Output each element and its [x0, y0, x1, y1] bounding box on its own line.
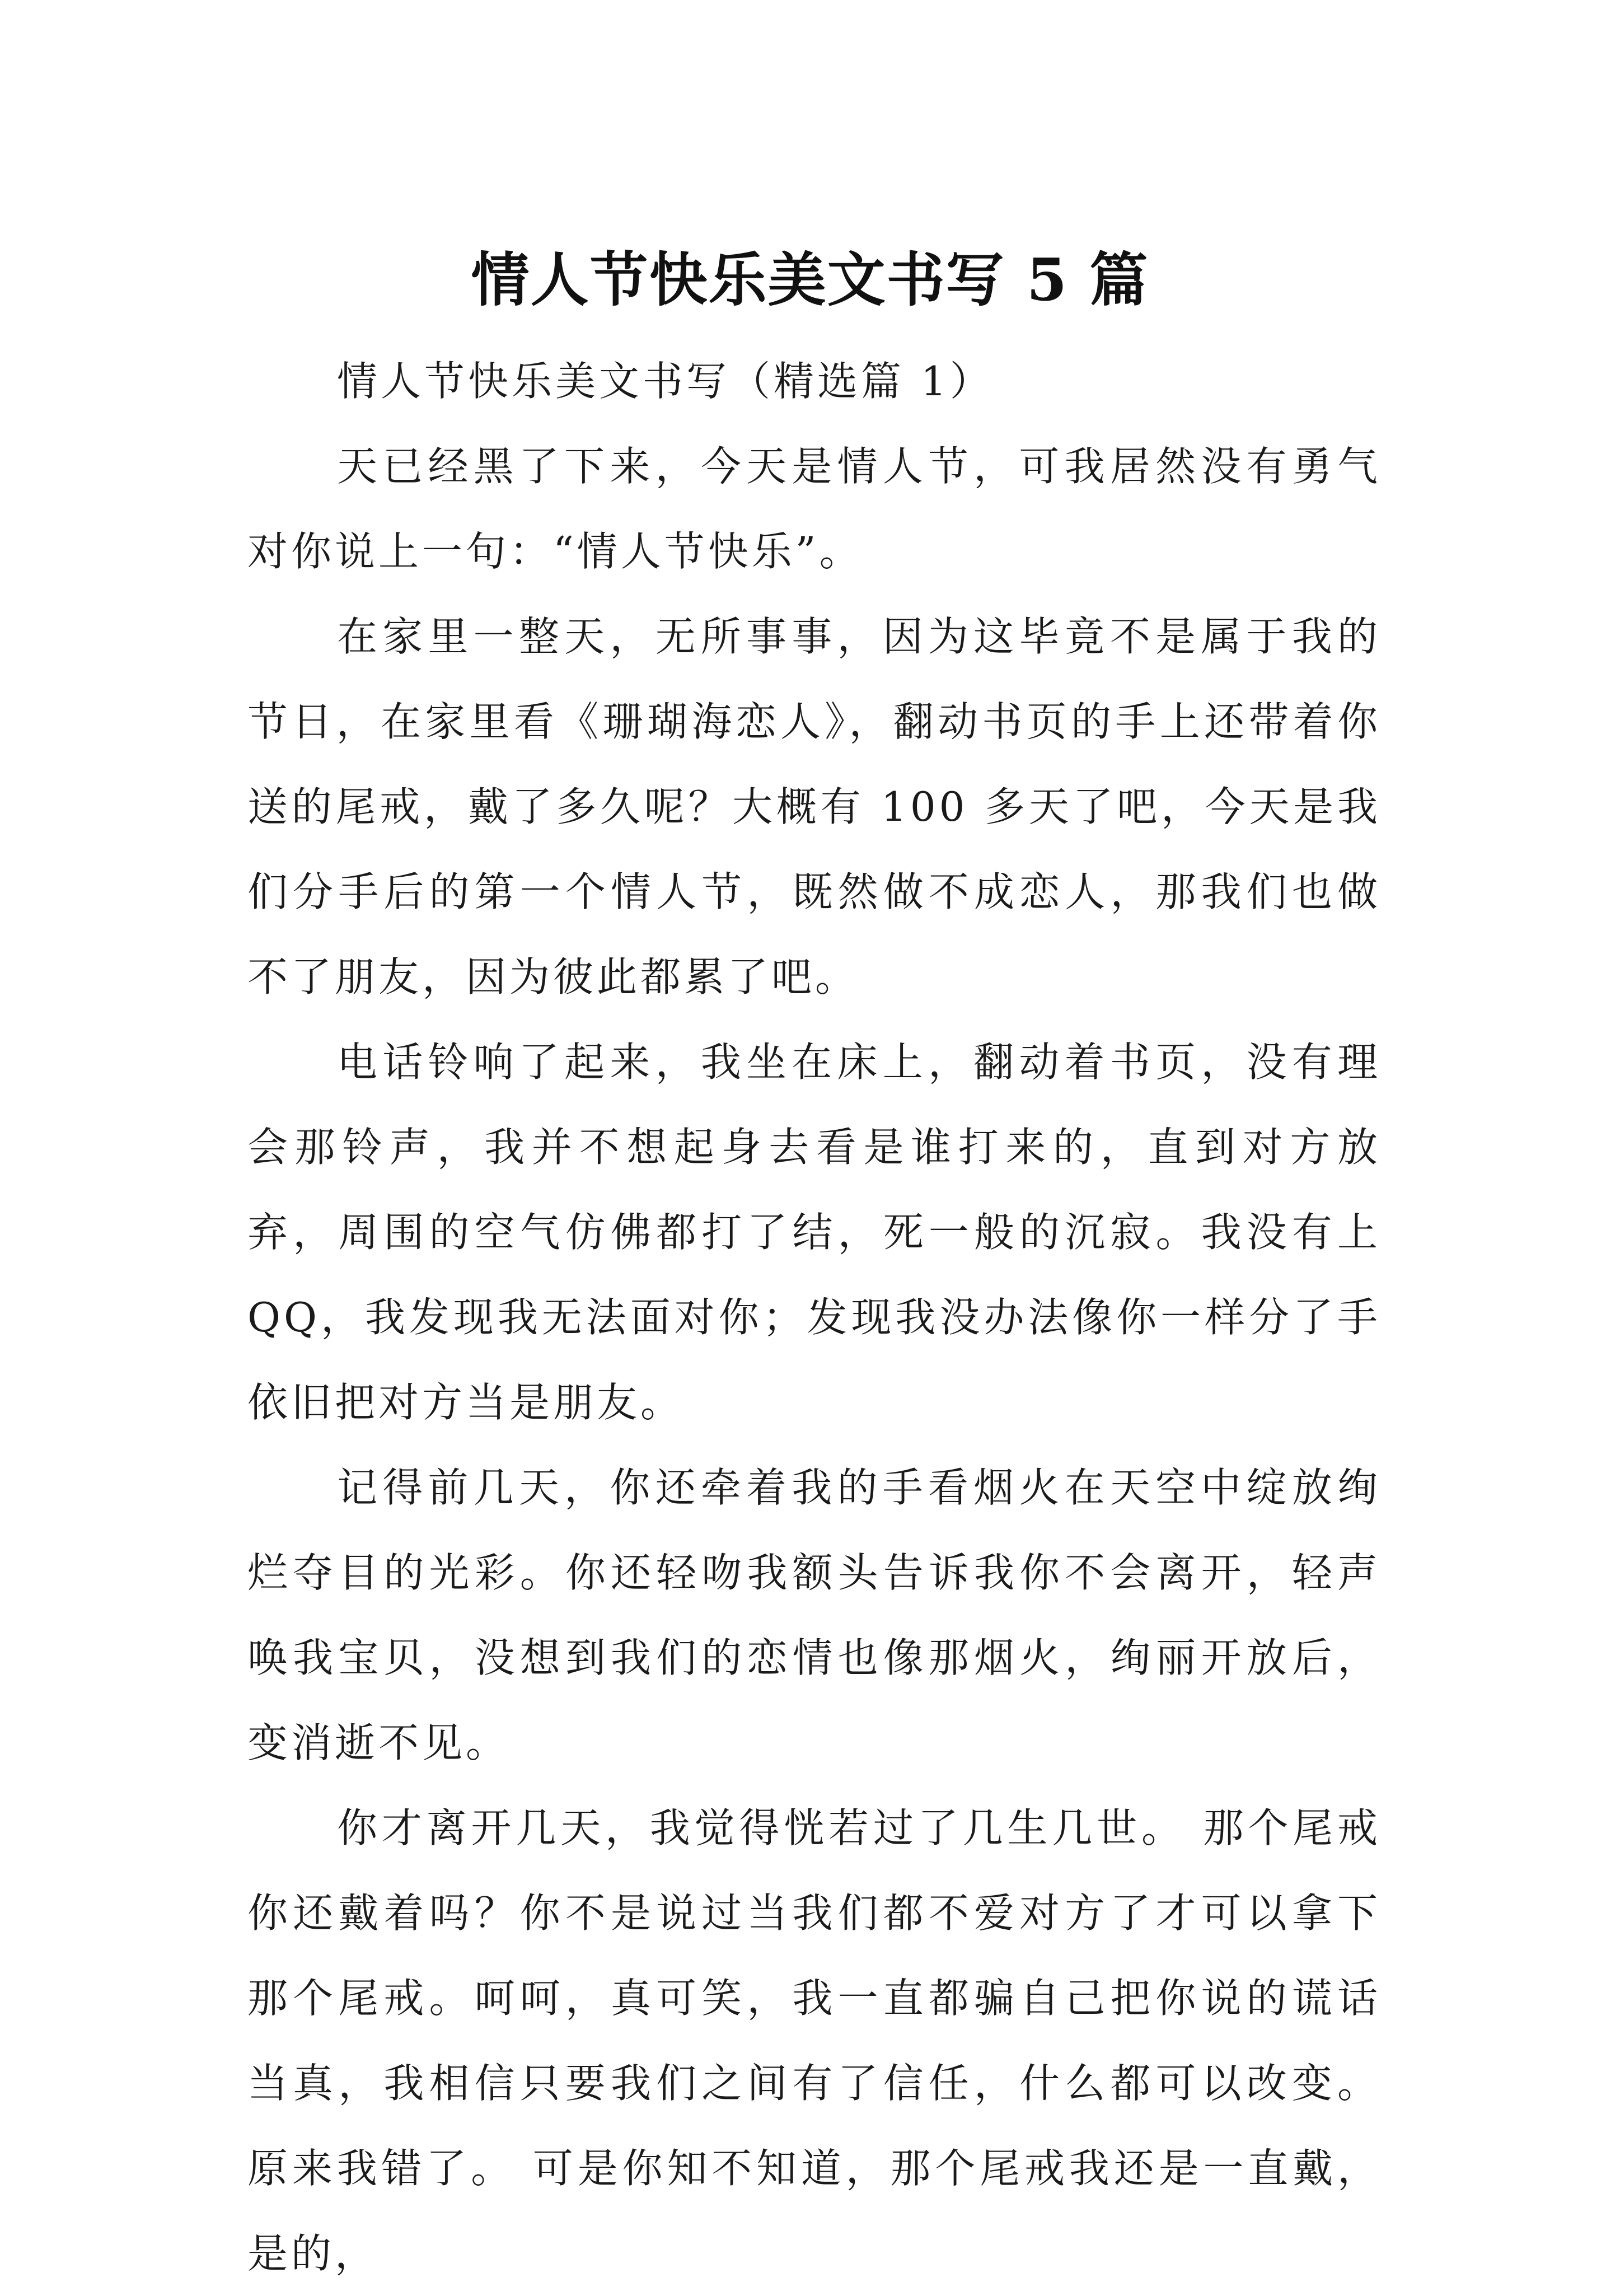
- paragraph: 在家里一整天，无所事事，因为这毕竟不是属于我的节日，在家里看《珊瑚海恋人》，翻动书页的手上还带着你送的尾戒，戴了多久呢？大概有 100 多天了吧，今天是我们分手后的第一个情人节，既然做不成恋人，那我们也做不了朋友，因为彼此都累了吧。: [247, 613, 1381, 1000]
- document-title: 情人节快乐美文书写 5 篇: [471, 245, 1149, 314]
- paragraph: 天已经黑了下来，今天是情人节，可我居然没有勇气对你说上一句：“情人节快乐”。: [247, 443, 1381, 575]
- paragraph: 你才离开几天，我觉得恍若过了几生几世。 那个尾戒你还戴着吗？你不是说过当我们都不爱对方了才可以拿下那个尾戒。呵呵，真可笑，我一直都骗自己把你说的谎话当真，我相信只要我们之间有了信任，什么都可以改变。原来我错了。 可是你知不知道，那个尾戒我还是一直戴，是的，: [247, 1804, 1381, 2277]
- section-heading: 情人节快乐美文书写（精选篇 1）: [337, 358, 994, 405]
- paragraph: 电话铃响了起来，我坐在床上，翻动着书页，没有理会那铃声，我并不想起身去看是谁打来的，直到对方放弃，周围的空气仿佛都打了结，死一般的沉寂。我没有上 QQ，我发现我无法面对你；发现我没办法像你一样分了手依旧把对方当是朋友。: [247, 1039, 1381, 1426]
- paragraph: 记得前几天，你还牵着我的手看烟火在天空中绽放绚烂夺目的光彩。你还轻吻我额头告诉我你不会离开，轻声唤我宝贝，没想到我们的恋情也像那烟火，绚丽开放后，变消逝不见。: [247, 1464, 1381, 1766]
- document-body: [247, 339, 1381, 2296]
